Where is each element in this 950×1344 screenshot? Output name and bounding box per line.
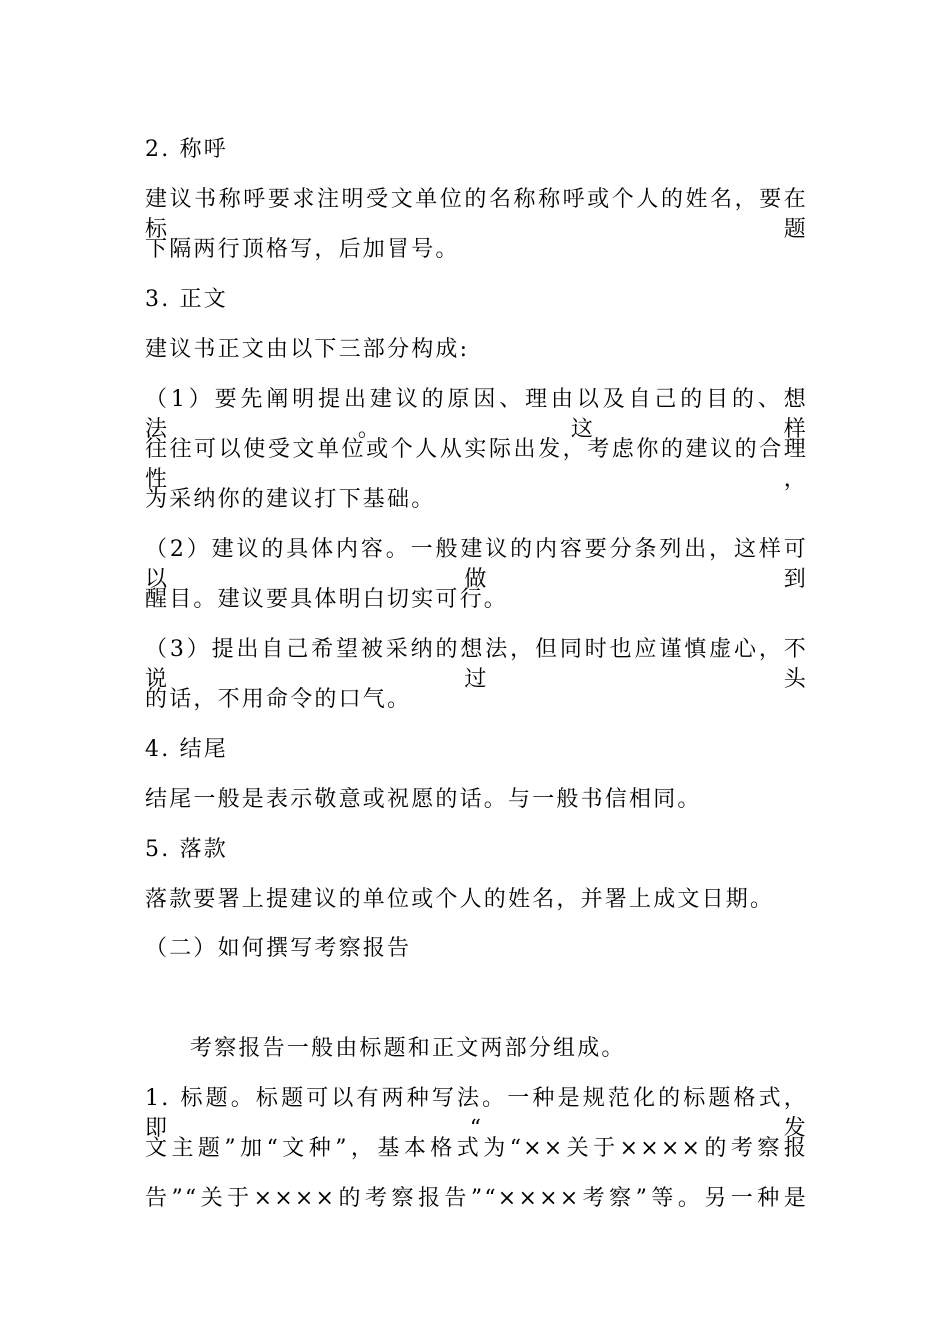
paragraph-line: 下隔两行顶格写，后加冒号。	[145, 237, 460, 262]
paragraph-line: 建议书正文由以下三部分构成:	[145, 337, 470, 362]
paragraph-line: 告”“关于××××的考察报告”“××××考察”等。另一种是	[145, 1186, 808, 1211]
paragraph-line: 1. 标题。标题可以有两种写法。一种是规范化的标题格式，即“发	[145, 1086, 808, 1141]
paragraph-line: （1）要先阐明提出建议的原因、理由以及自己的目的、想法。这样	[145, 387, 808, 442]
paragraph-line: 结尾一般是表示敬意或祝愿的话。与一般书信相同。	[145, 787, 702, 812]
heading-ending: 4. 结尾	[145, 737, 228, 762]
paragraph-line: 考察报告一般由标题和正文两部分组成。	[190, 1036, 626, 1061]
heading-body: 3. 正文	[145, 287, 228, 312]
heading-signature: 5. 落款	[145, 837, 228, 862]
paragraph-line: 的话，不用命令的口气。	[145, 687, 412, 712]
heading-salutation: 2. 称呼	[145, 137, 228, 162]
paragraph-line: 为采纳你的建议打下基础。	[145, 487, 436, 512]
paragraph-line: 文主题”加“文种”，基本格式为“××关于××××的考察报	[145, 1136, 808, 1161]
paragraph-line: 往往可以使受文单位或个人从实际出发，考虑你的建议的合理性，	[145, 437, 808, 492]
paragraph-line: 落款要署上提建议的单位或个人的姓名，并署上成文日期。	[145, 887, 775, 912]
section-heading: （二）如何撰写考察报告	[145, 936, 412, 961]
paragraph-line: 建议书称呼要求注明受文单位的名称称呼或个人的姓名，要在标题	[145, 187, 808, 242]
paragraph-line: （2）建议的具体内容。一般建议的内容要分条列出，这样可以做到	[145, 537, 808, 592]
paragraph-line: （3）提出自己希望被采纳的想法，但同时也应谨慎虚心，不说过头	[145, 637, 808, 692]
paragraph-line: 醒目。建议要具体明白切实可行。	[145, 587, 509, 612]
